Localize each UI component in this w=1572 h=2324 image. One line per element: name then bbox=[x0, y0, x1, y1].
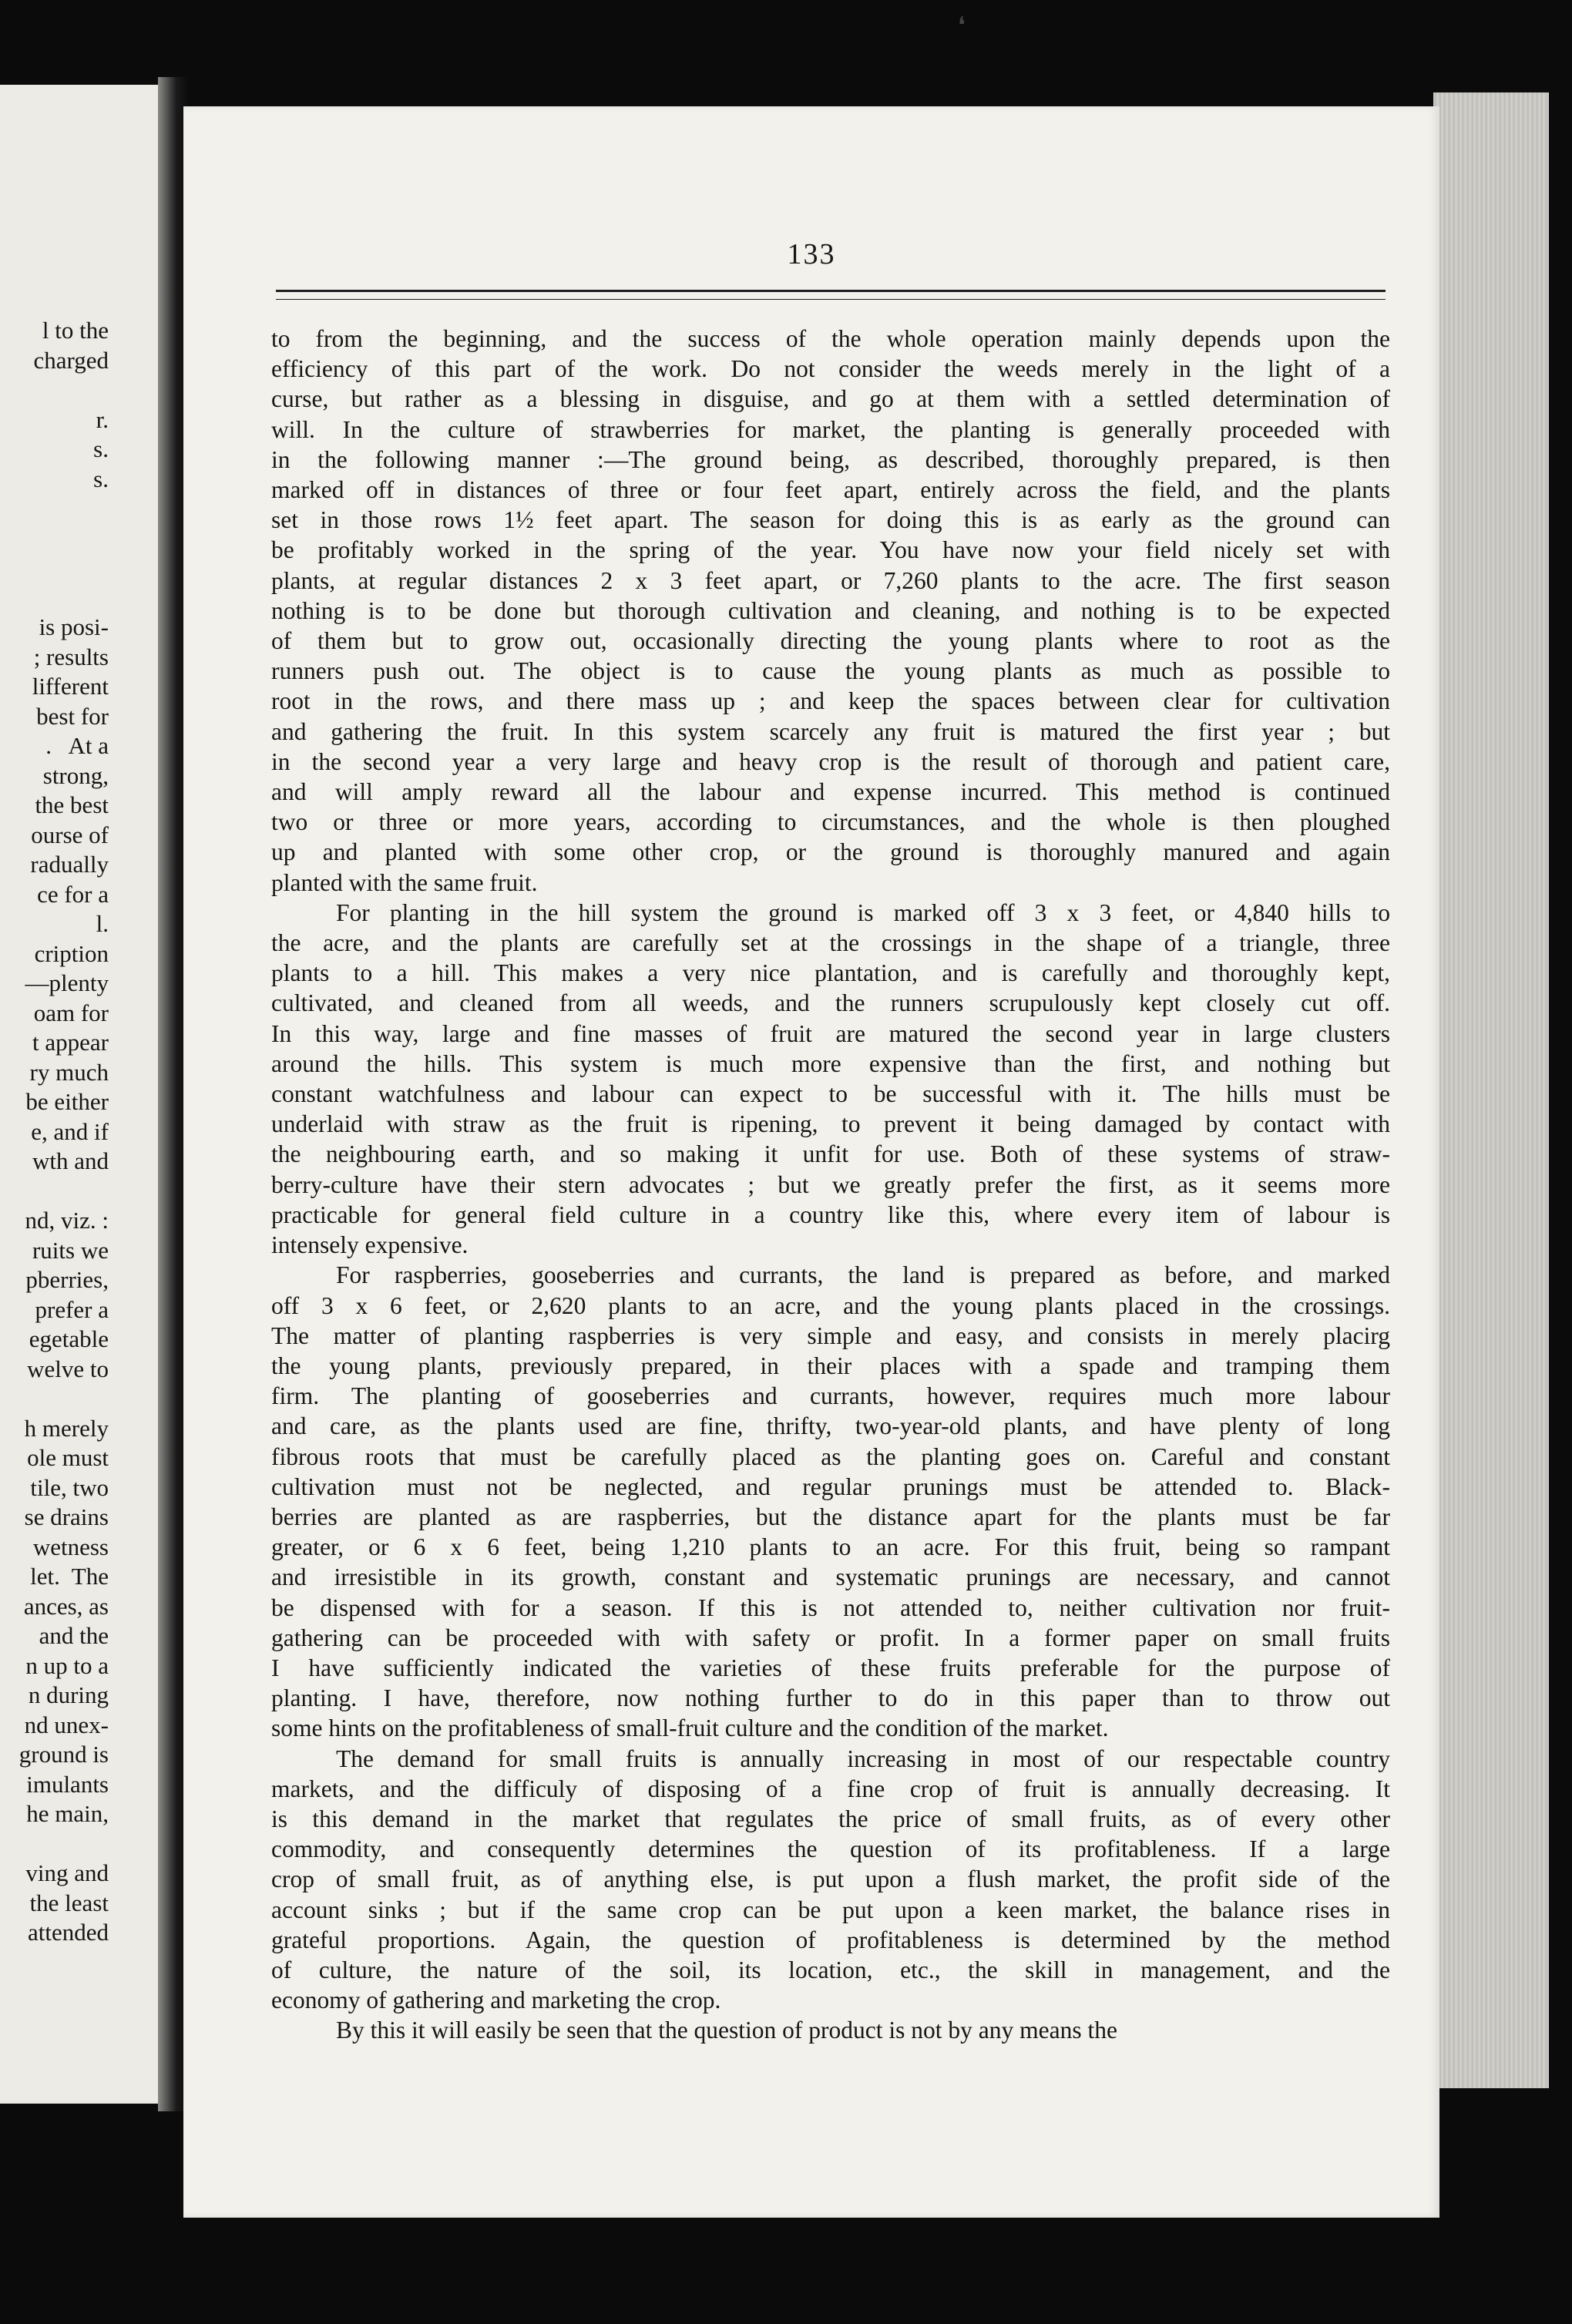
text-line: firm. The planting of gooseberries and currants, however, requires much more labour bbox=[271, 1382, 1390, 1410]
left-page-line: . At a bbox=[45, 732, 109, 759]
text-line: constant watchfulness and labour can expect to be successful with it. The hills must be bbox=[271, 1080, 1390, 1108]
text-line: In this way, large and fine masses of fruit are matured the second year in large clusters bbox=[271, 1019, 1390, 1047]
paragraph bbox=[271, 1744, 1390, 2016]
text-line: intensely expensive. bbox=[271, 1231, 469, 1259]
text-line: The demand for small fruits is annually increasing in most of our respectable country bbox=[336, 1745, 1390, 1772]
left-page-line: imulants bbox=[26, 1770, 109, 1798]
left-page-line: ourse of bbox=[31, 821, 109, 848]
scan-mark: ❛ bbox=[958, 13, 966, 39]
text-line: to from the beginning, and the success of the whole operation mainly depends upon the bbox=[271, 325, 1390, 352]
text-line: commodity, and consequently determines the question of its profitableness. If a large bbox=[271, 1835, 1390, 1863]
text-line: For raspberries, gooseberries and currants, the land is prepared as before, and marked bbox=[336, 1261, 1390, 1289]
left-page-line: be either bbox=[25, 1088, 109, 1115]
text-line: and will amply reward all the labour and expense incurred. This method is continued bbox=[271, 778, 1390, 806]
left-page-line: nd, viz. : bbox=[25, 1207, 109, 1234]
text-line: cultivated, and cleaned from all weeds, and the runners scrupulously kept closely cut off. bbox=[271, 989, 1390, 1017]
left-page-line: se drains bbox=[24, 1503, 109, 1530]
text-line: marked off in distances of three or four feet apart, entirely across the field, and the plants bbox=[271, 476, 1390, 504]
left-page-line bbox=[0, 1177, 109, 1207]
text-line: and irresistible in its growth, constant and systematic prunings are necessary, and cannot bbox=[271, 1563, 1390, 1591]
paragraph bbox=[271, 324, 1390, 898]
left-page-line: ruits we bbox=[32, 1236, 109, 1264]
paragraph bbox=[271, 1260, 1390, 1743]
left-page-line bbox=[0, 1384, 109, 1414]
left-page-line: l. bbox=[96, 910, 109, 937]
left-page-line: strong, bbox=[37, 761, 109, 789]
text-line: be profitably worked in the spring of the year. You have now your field nicely set with bbox=[271, 536, 1390, 564]
text-line: planting. I have, therefore, now nothing further to do in this paper than to throw out bbox=[271, 1684, 1390, 1712]
left-page-line: t appear bbox=[32, 1029, 109, 1056]
text-line: curse, but rather as a blessing in disguise, and go at them with a settled determination of bbox=[271, 385, 1390, 413]
left-page-line: ry much bbox=[29, 1058, 109, 1086]
left-page-line: n up to a bbox=[25, 1651, 109, 1679]
left-page-line: and the bbox=[32, 1622, 109, 1649]
left-page-line: pberries, bbox=[25, 1266, 109, 1293]
left-page-line: is posi- bbox=[32, 613, 109, 640]
left-page-line bbox=[0, 553, 109, 583]
left-page-line: prefer a bbox=[29, 1295, 109, 1323]
text-line: plants to a hill. This makes a very nice plantation, and is carefully and thoroughly kept, bbox=[271, 959, 1390, 987]
text-line: runners push out. The object is to cause the young plants as much as possible to bbox=[271, 657, 1390, 685]
left-page-line: —plenty bbox=[25, 969, 109, 996]
text-line: set in those rows 1½ feet apart. The season for doing this is as early as the ground can bbox=[271, 506, 1390, 534]
text-line: is this demand in the market that regulates the price of small fruits, as of every other bbox=[271, 1805, 1390, 1832]
left-page-text-column bbox=[0, 316, 109, 1948]
text-line: economy of gathering and marketing the crop. bbox=[271, 1986, 721, 2014]
text-line: root in the rows, and there mass up ; and keep the spaces between clear for cultivation bbox=[271, 687, 1390, 715]
left-page-line: best for bbox=[30, 702, 109, 730]
left-page-line: egetable bbox=[29, 1325, 109, 1352]
left-page-line: ances, as bbox=[23, 1592, 109, 1620]
left-page-line: s. bbox=[93, 435, 109, 462]
left-page-line bbox=[0, 524, 109, 554]
page-edges bbox=[1433, 92, 1549, 2088]
left-page-line: welve to bbox=[27, 1355, 109, 1382]
text-line: fibrous roots that must be carefully placed as the planting goes on. Careful and constant bbox=[271, 1442, 1390, 1470]
page-body-text bbox=[271, 324, 1390, 2046]
left-page-line bbox=[0, 583, 109, 613]
text-line: berries are planted as are raspberries, but the distance apart for the plants must be far bbox=[271, 1503, 1390, 1530]
text-line: in the second year a very large and heavy crop is the result of thorough and patient care, bbox=[271, 747, 1390, 775]
text-line: will. In the culture of strawberries for market, the planting is generally proceeded with bbox=[271, 415, 1390, 443]
left-page-line: nd unex- bbox=[24, 1711, 109, 1738]
text-line: nothing is to be done but thorough cultivation and cleaning, and nothing is to be expected bbox=[271, 596, 1390, 624]
left-page-line: attended bbox=[22, 1919, 109, 1946]
left-page-line: ; results bbox=[33, 643, 109, 670]
text-line: practicable for general field culture in a country like this, where every item of labour is bbox=[271, 1201, 1390, 1228]
left-page-line: e, and if bbox=[31, 1117, 109, 1145]
text-line: gathering can be proceeded with with safety or profit. In a former paper on small fruits bbox=[271, 1624, 1390, 1651]
left-page-line: lifferent bbox=[32, 673, 109, 700]
left-page-line: ole must bbox=[27, 1444, 109, 1471]
text-line: some hints on the profitableness of small-fruit culture and the condition of the market. bbox=[271, 1714, 1109, 1742]
text-line: the acre, and the plants are carefully set at the crossings in the shape of a triangle, three bbox=[271, 929, 1390, 957]
left-page-line: let. The bbox=[30, 1563, 109, 1590]
left-page-line: he main, bbox=[26, 1800, 109, 1827]
text-line: planted with the same fruit. bbox=[271, 868, 538, 896]
text-line: the young plants, previously prepared, in their places with a spade and tramping them bbox=[271, 1352, 1390, 1379]
text-line: By this it will easily be seen that the question of product is not by any means the bbox=[336, 2017, 1117, 2044]
left-page-line: ce for a bbox=[37, 880, 109, 908]
left-page-line: the best bbox=[35, 791, 109, 818]
text-line: and care, as the plants used are fine, thrifty, two-year-old plants, and have plenty of long bbox=[271, 1412, 1390, 1440]
header-rule-thin bbox=[276, 299, 1386, 300]
text-line: greater, or 6 x 6 feet, being 1,210 plants to an acre. For this fruit, being so rampant bbox=[271, 1533, 1390, 1561]
text-line: crop of small fruit, as of anything else, is put upon a flush market, the profit side of the bbox=[271, 1866, 1390, 1893]
left-page-line bbox=[0, 494, 109, 524]
left-page-line: s. bbox=[93, 465, 109, 492]
text-line: of them but to grow out, occasionally directing the young plants where to root as the bbox=[271, 627, 1390, 655]
left-page-line: the least bbox=[23, 1889, 109, 1916]
text-line: underlaid with straw as the fruit is ripening, to prevent it being damaged by contact with bbox=[271, 1110, 1390, 1138]
text-line: the neighbouring earth, and so making it unfit for use. Both of these systems of straw- bbox=[271, 1140, 1390, 1168]
left-page-line bbox=[0, 375, 109, 405]
text-line: cultivation must not be neglected, and regular prunings must be attended to. Black- bbox=[271, 1473, 1390, 1500]
text-line: berry-culture have their stern advocates ; but we greatly prefer the first, as it seems more bbox=[271, 1170, 1390, 1198]
left-page-line: wetness bbox=[27, 1533, 109, 1560]
left-page-line: tile, two bbox=[24, 1473, 109, 1501]
text-line: efficiency of this part of the work. Do not consider the weeds merely in the light of a bbox=[271, 355, 1390, 383]
text-line: and gathering the fruit. In this system scarcely any fruit is matured the first year ; but bbox=[271, 717, 1390, 745]
text-line: off 3 x 6 feet, or 2,620 plants to an acre, and the young plants placed in the crossings. bbox=[271, 1291, 1390, 1319]
text-line: in the following manner :—The ground being, as described, thoroughly prepared, is then bbox=[271, 445, 1390, 473]
left-page-line: n during bbox=[28, 1681, 109, 1708]
page-number: 133 bbox=[787, 238, 836, 270]
left-page-line: cription bbox=[34, 939, 109, 967]
left-facing-page bbox=[0, 85, 166, 2104]
text-line: I have sufficiently indicated the varieties of these fruits preferable for the purpose of bbox=[271, 1654, 1390, 1681]
paragraph bbox=[271, 2015, 1390, 2045]
left-page-line bbox=[0, 1829, 109, 1859]
text-line: up and planted with some other crop, or the ground is thoroughly manured and again bbox=[271, 838, 1390, 866]
book-page bbox=[183, 106, 1439, 2218]
left-page-line: r. bbox=[96, 405, 109, 433]
left-page-line: ving and bbox=[25, 1859, 109, 1886]
left-page-line: l to the bbox=[42, 317, 109, 344]
left-page-line: wth and bbox=[32, 1147, 109, 1174]
text-line: plants, at regular distances 2 x 3 feet apart, or 7,260 plants to the acre. The first season bbox=[271, 566, 1390, 594]
text-line: of culture, the nature of the soil, its location, etc., the skill in management, and the bbox=[271, 1956, 1390, 1983]
text-line: be dispensed with for a season. If this is not attended to, neither cultivation nor fruit- bbox=[271, 1594, 1390, 1621]
text-line: around the hills. This system is much more expensive than the first, and nothing but bbox=[271, 1049, 1390, 1077]
text-line: For planting in the hill system the ground is marked off 3 x 3 feet, or 4,840 hills to bbox=[336, 898, 1390, 926]
left-page-line: oam for bbox=[33, 999, 109, 1026]
text-line: markets, and the difficuly of disposing of a fine crop of fruit is annually decreasing. It bbox=[271, 1775, 1390, 1802]
left-page-line: charged bbox=[33, 346, 109, 374]
text-line: two or three or more years, according to circumstances, and the whole is then ploughed bbox=[271, 808, 1390, 836]
text-line: account sinks ; but if the same crop can be put upon a keen market, the balance rises in bbox=[271, 1896, 1390, 1923]
paragraph bbox=[271, 898, 1390, 1260]
left-page-line: h merely bbox=[24, 1414, 109, 1442]
text-line: The matter of planting raspberries is very simple and easy, and consists in merely placirg bbox=[271, 1322, 1390, 1349]
text-line: grateful proportions. Again, the question of profitableness is determined by the method bbox=[271, 1926, 1390, 1953]
left-page-line: radually bbox=[30, 851, 109, 878]
header-rule bbox=[276, 290, 1386, 292]
left-page-line: ground is bbox=[18, 1741, 109, 1768]
